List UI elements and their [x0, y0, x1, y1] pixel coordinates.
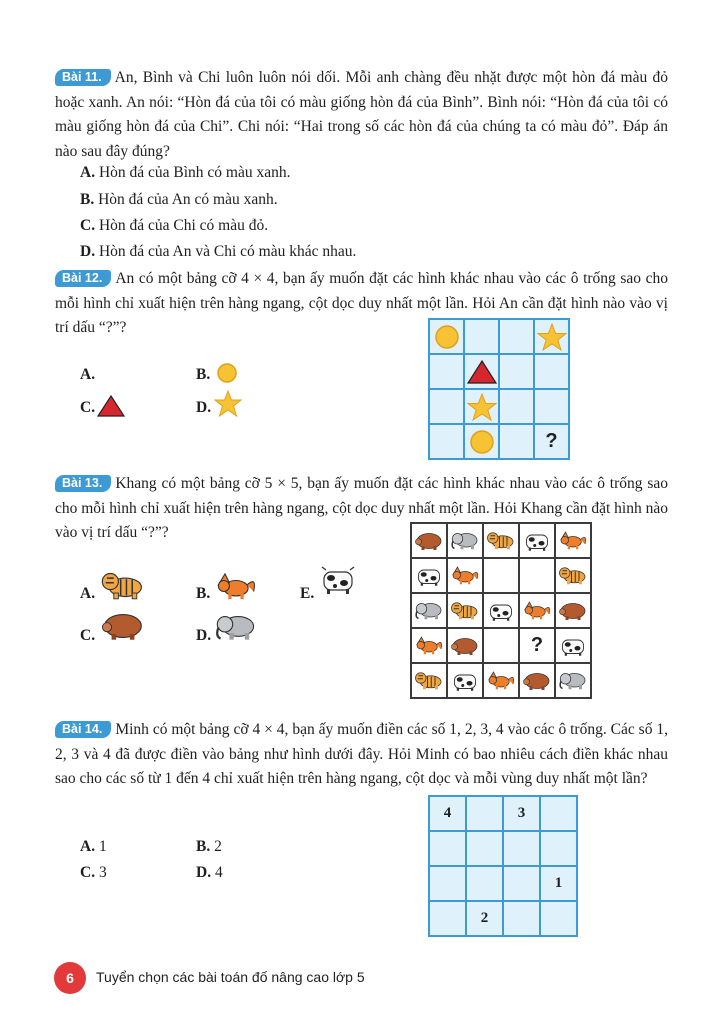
grid-cell: [483, 523, 519, 558]
book-title: Tuyển chọn các bài toán đố nâng cao lớp 5: [96, 969, 365, 985]
problem-11: [55, 66, 668, 164]
grid-cell: [411, 558, 447, 593]
sun-icon: [434, 324, 460, 350]
option-letter: A.: [80, 366, 96, 383]
grid-cell: [483, 593, 519, 628]
grid-cell: [555, 593, 591, 628]
grid-cell: [534, 354, 569, 389]
star-icon: [537, 323, 567, 351]
grid-cell: [466, 866, 503, 901]
option-b: [80, 189, 278, 211]
cow-icon: [486, 599, 516, 623]
moon-icon: [435, 359, 459, 385]
boar-icon: [100, 610, 146, 642]
elephant-icon: [214, 612, 258, 642]
cow-icon: [318, 565, 358, 597]
grid-cell: [411, 523, 447, 558]
option-text: 2: [214, 838, 222, 855]
fox-icon: [522, 599, 552, 623]
option-letter: C.: [80, 864, 96, 881]
grid-cell: [464, 354, 499, 389]
grid-cell: [429, 901, 466, 936]
grid-cell: [534, 424, 569, 459]
triangle-icon: [97, 394, 125, 418]
tiger-icon: [450, 599, 480, 623]
grid-cell: [464, 389, 499, 424]
boar-icon: [558, 599, 588, 623]
option-letter: D.: [80, 243, 96, 260]
grid-cell: [411, 663, 447, 698]
elephant-icon: [558, 669, 588, 693]
grid-cell: [464, 424, 499, 459]
grid-cell: [447, 593, 483, 628]
option-letter: D.: [196, 627, 212, 644]
page-number: 6: [54, 962, 86, 994]
option-c: [80, 862, 107, 884]
triangle-icon: [467, 359, 497, 385]
grid-cell: [540, 831, 577, 866]
cow-icon: [450, 669, 480, 693]
grid-cell: [534, 319, 569, 354]
grid-cell: [429, 319, 464, 354]
option-b: [196, 836, 222, 858]
grid-cell: [411, 593, 447, 628]
grid-cell: [466, 831, 503, 866]
grid-cell: [519, 663, 555, 698]
question-mark: ?: [545, 430, 558, 452]
problem-text: Minh có một bảng cỡ 4 × 4, bạn ấy muốn điền các số 1, 2, 3, 4 vào các ô trống. Các số 1, 2, 3 và 4 đã được điền vào bảng như hình dưới đây. Hỏi Minh có bao nhiêu cách điền khác nhau sao cho các số từ 1 đến 4 chỉ xuất hiện trên hàng ngang, cột dọc và mỗi vùng duy nhất một lần?: [55, 721, 668, 787]
fox-icon: [486, 669, 516, 693]
problem-text: An, Bình và Chi luôn luôn nói dối. Mỗi anh chàng đều nhặt được một hòn đá màu đỏ hoặc xanh. An nói: “Hòn đá của tôi có màu giống hòn đá của Bình”. Bình nói: “Hòn đá của tôi có màu giống hòn đá của Chi”. Chi nói: “Hai trong số các hòn đá của chúng ta có màu đỏ”. Đáp án nào sau đây đúng?: [55, 69, 668, 160]
option-d: [196, 397, 211, 419]
option-letter: A.: [80, 164, 96, 181]
grid-cell: [466, 796, 503, 831]
option-text: Hòn đá của An có màu xanh.: [98, 191, 278, 208]
grid-cell: [429, 389, 464, 424]
option-letter: D.: [196, 864, 212, 881]
grid-cell: [429, 831, 466, 866]
option-letter: B.: [196, 585, 211, 602]
problem-text: Khang có một bảng cỡ 5 × 5, bạn ấy muốn đặt các hình khác nhau vào các ô trống sao cho mỗi hình chỉ xuất hiện trên hàng ngang, cột dọc duy nhất một lần. Hỏi Khang cần đặt hình nào vào vị trí dấu “?”?: [55, 475, 668, 541]
grid-cell: 2: [466, 901, 503, 936]
number-grid: [428, 795, 578, 937]
elephant-icon: [450, 529, 480, 553]
grid-cell: [429, 866, 466, 901]
option-letter: B.: [80, 191, 95, 208]
fox-icon: [558, 529, 588, 553]
fox-icon: [214, 571, 258, 601]
grid-cell: [534, 389, 569, 424]
option-letter: C.: [80, 399, 96, 416]
grid-cell: [499, 319, 534, 354]
tiger-icon: [100, 570, 146, 600]
option-b: [196, 364, 210, 386]
shape-grid: [428, 318, 570, 460]
grid-cell: [464, 319, 499, 354]
option-letter: C.: [80, 217, 96, 234]
problem-14: [55, 718, 668, 792]
option-c: [80, 625, 95, 647]
grid-cell: [411, 628, 447, 663]
option-d: [196, 625, 211, 647]
grid-cell: [483, 558, 519, 593]
grid-cell: [503, 866, 540, 901]
option-a: [80, 836, 107, 858]
grid-cell: [447, 663, 483, 698]
problem-badge: Bài 11.: [55, 69, 111, 86]
grid-cell: 4: [429, 796, 466, 831]
option-letter: A.: [80, 838, 96, 855]
grid-cell: [503, 901, 540, 936]
option-e: [300, 583, 314, 605]
grid-cell: [499, 354, 534, 389]
grid-cell: [483, 663, 519, 698]
option-letter: C.: [80, 627, 96, 644]
option-b: [196, 583, 210, 605]
option-letter: D.: [196, 399, 212, 416]
option-a: [80, 364, 95, 386]
option-c: [80, 215, 268, 237]
fox-icon: [450, 564, 480, 588]
option-text: 3: [98, 864, 107, 881]
cow-icon: [522, 529, 552, 553]
grid-cell: [555, 628, 591, 663]
grid-cell: [519, 523, 555, 558]
grid-cell: [540, 796, 577, 831]
tiger-icon: [414, 669, 444, 693]
grid-cell: [499, 424, 534, 459]
option-letter: A.: [80, 585, 96, 602]
star-icon: [214, 390, 242, 417]
grid-cell: [447, 628, 483, 663]
grid-cell: [555, 558, 591, 593]
grid-cell: [447, 523, 483, 558]
grid-cell: [483, 628, 519, 663]
option-letter: B.: [196, 366, 211, 383]
boar-icon: [522, 669, 552, 693]
grid-cell: [503, 831, 540, 866]
grid-cell: [540, 901, 577, 936]
star-icon: [467, 393, 497, 421]
problem-badge: Bài 14.: [55, 721, 111, 738]
option-text: Hòn đá của Bình có màu xanh.: [98, 164, 291, 181]
option-text: Hòn đá của Chi có màu đỏ.: [98, 217, 269, 234]
tiger-icon: [486, 529, 516, 553]
option-a: [80, 583, 95, 605]
grid-cell: 1: [540, 866, 577, 901]
sun-icon: [469, 429, 495, 455]
grid-cell: [447, 558, 483, 593]
animal-grid: [410, 522, 592, 699]
grid-cell: [555, 663, 591, 698]
grid-cell: [499, 389, 534, 424]
option-text: 1: [98, 838, 107, 855]
problem-badge: Bài 12.: [55, 270, 111, 287]
grid-cell: [519, 593, 555, 628]
cow-icon: [558, 634, 588, 658]
grid-cell: 3: [503, 796, 540, 831]
boar-icon: [414, 529, 444, 553]
option-c: [80, 397, 95, 419]
cow-icon: [414, 564, 444, 588]
option-letter: E.: [300, 585, 315, 602]
elephant-icon: [414, 599, 444, 623]
option-d: [196, 862, 223, 884]
grid-cell: [429, 354, 464, 389]
grid-cell: [519, 558, 555, 593]
grid-cell: [555, 523, 591, 558]
grid-cell: [429, 424, 464, 459]
option-text: Hòn đá của An và Chi có màu khác nhau.: [98, 243, 357, 260]
moon-icon: [100, 361, 122, 385]
fox-icon: [414, 634, 444, 658]
tiger-icon: [558, 564, 588, 588]
option-a: [80, 162, 291, 184]
problem-text: An có một bảng cỡ 4 × 4, bạn ấy muốn đặt các hình khác nhau vào các ô trống sao cho mỗi hình chỉ xuất hiện trên hàng ngang, cột dọc duy nhất một lần. Hỏi An cần đặt hình nào vào vị trí dấu “?”?: [55, 270, 668, 336]
grid-cell: [519, 628, 555, 663]
boar-icon: [450, 634, 480, 658]
option-letter: B.: [196, 838, 211, 855]
sun-icon: [216, 362, 238, 384]
option-text: 4: [214, 864, 223, 881]
moon-icon: [505, 429, 529, 455]
option-d: [80, 241, 356, 263]
problem-badge: Bài 13.: [55, 475, 111, 492]
problem-12: [55, 267, 668, 341]
question-mark: ?: [530, 634, 544, 656]
